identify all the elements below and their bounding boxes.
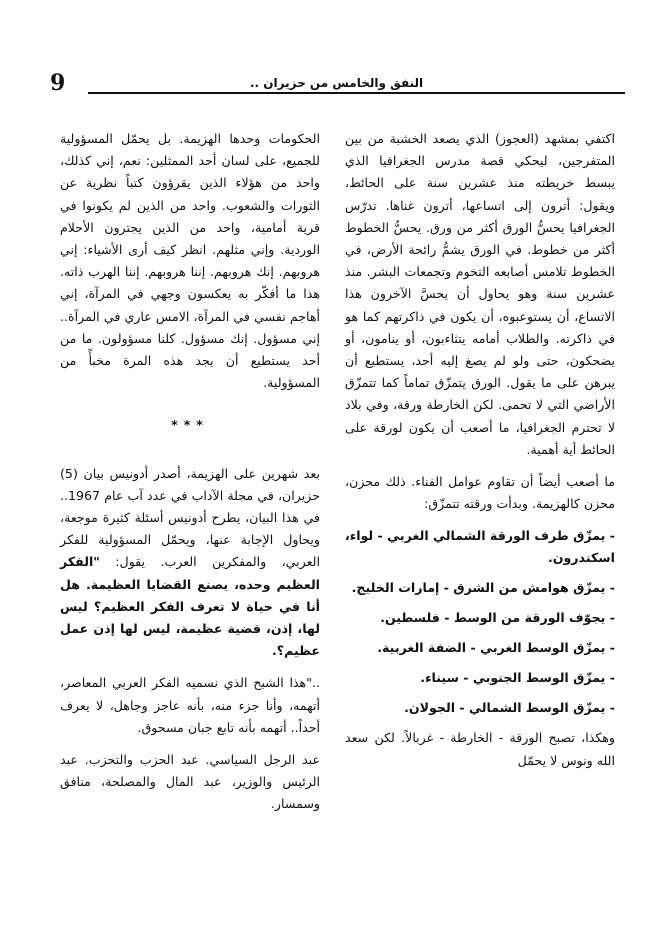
paragraph: اكتفي بمشهد (العجوز) الذي يصعد الخشبة من بين المتفرجين، ليحكي قصة مدرس الجغرافيا الذي يبسط خريطته منذ عشرين سنة على الحائط، ويقول: أترون إلى اتساعها، أترون غناها. تدرّس الجغرافيا يحسُّ الورق أكثر من ورق. يحسُّ الخطوط أكثر من خطوط. في الورق يشمُّ رائحة الأرض، في الخطوط تلامس أصابعه التخوم وتجمعات البشر. منذ عشرين سنة وهو يحاول أن يحسَّ الآخرون هذا الاتساع، أن يستوعبوه، أن يكون في ذاكرتهم كما هو في ذاكرته. والطلاب أمامه يتثاءبون، أو ينامون، أو يضحكون، حتى ولو لم يصغ إليه أحد، يستطيع أن يبرهن على ما يقول. الورق يتمزّق تماماً كما تتمزّق الأراضي التي لا تحمى. لكن الخارطة ورقة، وفي بلاد لا تحترم الجغرافيا، ما أصعب أن يكون لورقة على الحائط أية أهمية. [345,131,615,457]
list-item: - يمزّق هوامش من الشرق - إمارات الخليج. [351,580,615,596]
section-divider: *** [171,417,209,433]
right-text-column [345,128,615,782]
paragraph: ما أصعب أيضاً أن تقاوم عوامل الفناء. ذلك محزن، محزن كالهزيمة. وبدأت ورقته تتمزّق: [345,474,615,512]
paragraph: وهكذا، تصبح الورقة - الخارطة - غربالاً. لكن سعد الله ونوس لا يحمّل [345,730,615,768]
paragraph: الحكومات وحدها الهزيمة. بل يحمّل المسؤولية للجميع، على لسان أحد الممثلين: نعم، إني كذلك، واحد من هؤلاء الذين يقرؤون كتباً نظرية عن الثورات والشعوب. واحد من الذين لم يكونوا في قرية أمامية، واحد من الذين يجترون الأحلام الوردية. وإني مثلهم. انظر كيف أرى الأشياء: إني هروبهم. إنك هروبهم. إننا هروبهم. إننا الهرب ذاته. هذا ما أفكّر به يعكسون وجهي في المرآة، إني أهاجم نفسي في المرآة، الامس عاري في المرآة.. إني مسؤول. إنك مسؤول. كلنا مسؤولون. ما من أحد يستطيع أن يجد هذه المرة مخبأً من المسؤولية. [60,131,320,391]
list-item: - يمزّق طرف الورقة الشمالي الغربي - لواء، اسكندرون. [345,528,615,566]
torn-map-list [345,525,615,719]
running-header-title: النفق والخامس من حزيران .. [250,76,424,90]
paragraph: .."هذا الشبح الذي نسميه الفكر العربي المعاصر، أتهمه، وأنا جزء منه، بأنه عاجز وجاهل، لا يعرف أحداً.. أتهمه بأنه تابع جبان مسحوق. [60,675,320,735]
paragraph-intro: بعد شهرين على الهزيمة، أصدر أدونيس بيان (5) حزيران، في مجلة الآداب في عدد آب عام 1967.. في هذا البيان، يطرح أدونيس أسئلة كثيرة موجعة، ويحاول الإجابة عنها، ويحمّل المسؤولية للفكر العربي، والمفكرين العرب. يقول: [60,465,320,570]
list-item: - يمزّق الوسط الجنوبي - سيناء. [420,670,615,686]
paragraph: عبد الرجل السياسي. عبد الحزب والتحزب. عبد الرئيس والوزير، عبد المال والمصلحة، منافق وسمسار. [60,752,320,812]
paragraph [60,463,320,663]
bold-quote: "الفكر العظيم وحده، يصنع القضايا العظيمة. هل أنا في حياة لا تعرف الفكر العظيم؟ ليس لها، إذن، قضية عظيمة، ليس لها إذن عمل عظيم؟. [60,554,320,659]
left-text-column [60,128,320,826]
list-item: - يجوّف الورقة من الوسط - فلسطين. [380,610,615,626]
list-item: - يمزّق الوسط الغربي - الضفة الغربية. [377,640,615,656]
header-divider [88,92,625,94]
page-number: 9 [50,70,66,96]
list-item: - يمزّق الوسط الشمالي - الجولان. [404,700,615,716]
